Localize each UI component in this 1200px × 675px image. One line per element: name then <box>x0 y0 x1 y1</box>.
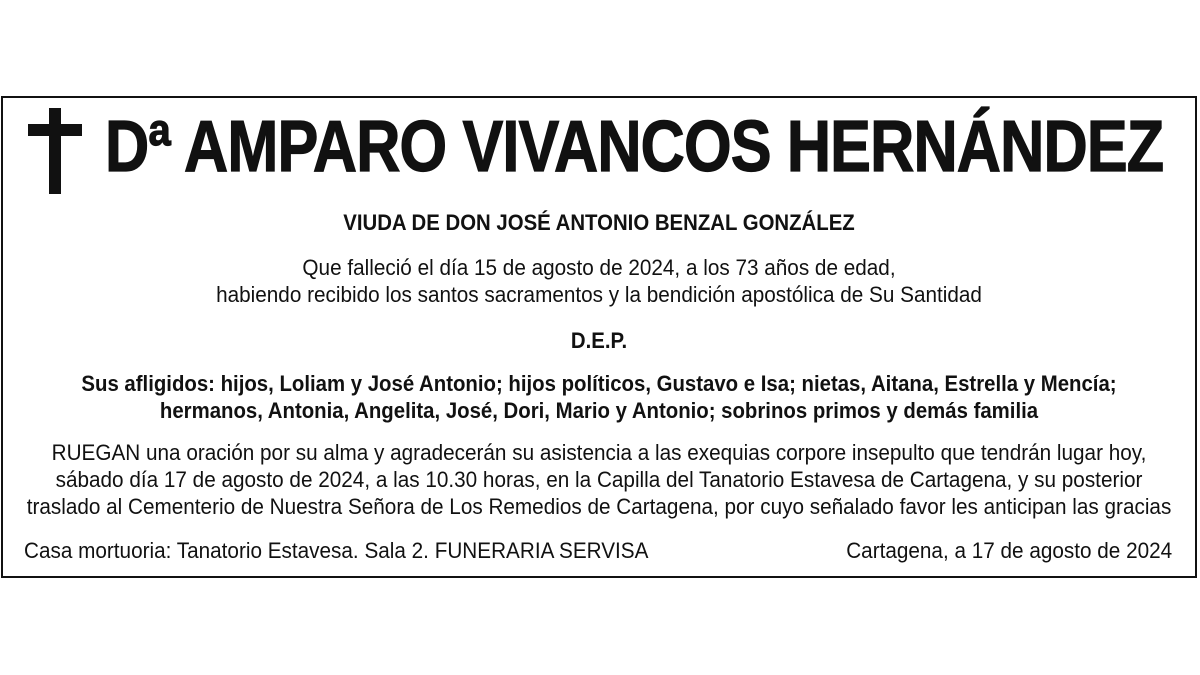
mourners-line: Sus afligidos: hijos, Loliam y José Antonio; hijos políticos, Gustavo e Isa; nietas, Aitana, Estrella y Mencía; <box>81 371 1117 396</box>
death-details-line: habiendo recibido los santos sacramentos y la bendición apostólica de Su Santidad <box>216 282 982 307</box>
mourners-line: hermanos, Antonia, Angelita, José, Dori, Mario y Antonio; sobrinos primos y demás familia <box>159 398 1039 423</box>
funeral-request-line: RUEGAN una oración por su alma y agradecerán su asistencia a las exequias corpore insepulto que tendrán lugar hoy, <box>51 440 1147 465</box>
funeral-request-line: traslado al Cementerio de Nuestra Señora de Los Remedios de Cartagena, por cuyo señalado favor les anticipan las gracias <box>26 494 1172 519</box>
latin-cross-icon <box>28 108 82 194</box>
deceased-name: Dª AMPARO VIVANCOS HERNÁNDEZ <box>105 107 1164 187</box>
funeral-home-info: Casa mortuoria: Tanatorio Estavesa. Sala 2. FUNERARIA SERVISA <box>24 538 649 563</box>
place-date: Cartagena, a 17 de agosto de 2024 <box>846 538 1172 563</box>
obituary-notice <box>1 96 1197 578</box>
death-details-line: Que falleció el día 15 de agosto de 2024, a los 73 años de edad, <box>302 255 896 280</box>
widow-of-line: VIUDA DE DON JOSÉ ANTONIO BENZAL GONZÁLEZ <box>343 210 855 235</box>
dep-abbreviation: D.E.P. <box>570 328 628 353</box>
funeral-request-line: sábado día 17 de agosto de 2024, a las 10.30 horas, en la Capilla del Tanatorio Estavesa de Cartagena, y su posterior <box>55 467 1143 492</box>
